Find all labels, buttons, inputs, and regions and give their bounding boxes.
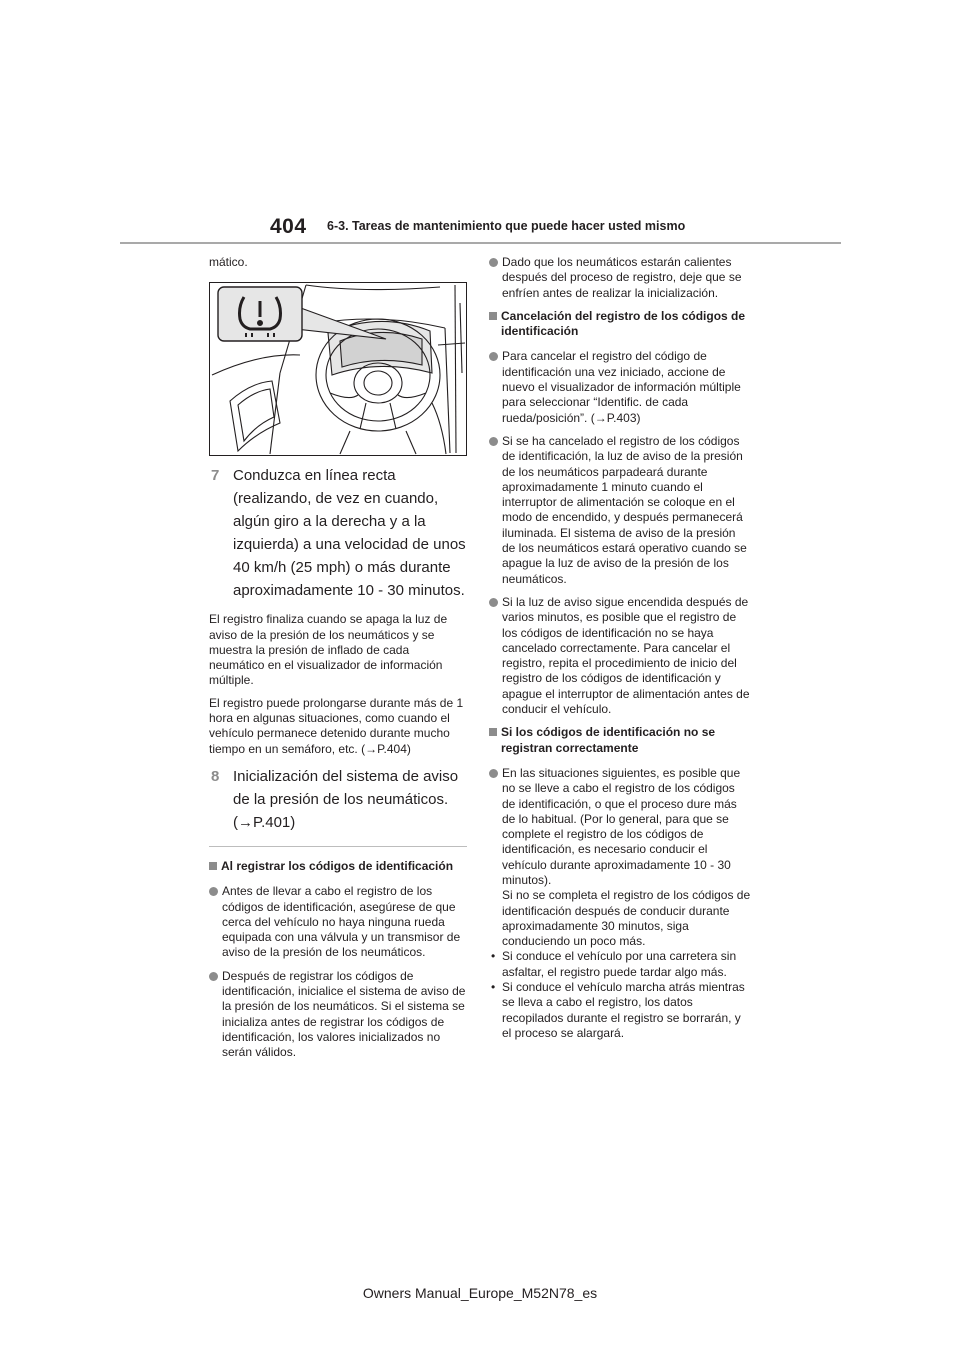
dash-marker: • <box>491 980 496 995</box>
section-title: 6-3. Tareas de mantenimiento que puede hacer usted mismo <box>327 219 686 233</box>
section-divider <box>209 846 467 847</box>
subheading-cancel-registration <box>489 309 751 340</box>
dashboard-drawing <box>210 283 466 455</box>
registration-duration-paragraph: El registro puede prolongarse durante más de 1 hora en algunas situaciones, como cuando el vehículo permanece detenido durante mucho tiempo en un semáforo, etc. (→P.404) <box>209 695 464 756</box>
bullet-text: Dado que los neumáticos estarán calientes después del proceso de registro, deje que se enfríen antes de realizar la inicialización. <box>502 255 742 300</box>
left-column <box>209 255 467 1069</box>
bullet-text: Para cancelar el registro del código de identificación una vez iniciado, accione de nuevo el visualizador de información múltiple para seleccionar “Identific. de cada rueda/posición”. (→P.403) <box>502 349 741 425</box>
dash-text: Si conduce el vehículo marcha atrás mientras se lleva a cabo el registro, los datos recopilados durante el registro se borrarán, y el proceso se alargará. <box>502 980 745 1040</box>
subheading-text: Al registrar los códigos de identificación <box>221 858 454 873</box>
dashboard-illustration <box>209 282 467 456</box>
bullet-item <box>489 349 751 425</box>
bullet-text-continued: Si no se completa el registro de los códigos de identificación después de conducir durante aproximadamente 30 minutos, siga conduciendo un poco más. <box>502 888 751 949</box>
step-8-number: 8 <box>211 767 220 785</box>
bullet-text: Después de registrar los códigos de identificación, inicialice el sistema de aviso de la presión de los neumáticos. Si el sistema se inicializa antes de registrar los códigos de identificación, los valores inicializados no serán válidos. <box>222 968 466 1060</box>
bullet-text: Si se ha cancelado el registro de los códigos de identificación, la luz de aviso de la presión de los neumáticos parpadeará durante aproximadamente 1 minuto cuando el interruptor de alimentación se coloque en el modo de encendido, y después permanecerá iluminada. El sistema de aviso de la presión de los neumáticos estará operativo cuando se apague la luz de aviso de la presión de los neumáticos. <box>502 433 747 586</box>
circle-bullet-icon <box>489 437 498 446</box>
circle-bullet-icon <box>209 887 218 896</box>
dash-text: Si conduce el vehículo por una carretera sin asfaltar, el registro puede tardar algo más. <box>502 949 737 979</box>
circle-bullet-icon <box>489 598 498 607</box>
step-8-text: Inicialización del sistema de aviso de la presión de los neumáticos. (→P.401) <box>233 767 459 831</box>
step-7 <box>209 464 467 602</box>
footer-manual-id: Owners Manual_Europe_M52N78_es <box>362 1285 598 1301</box>
circle-bullet-icon <box>489 769 498 778</box>
step-8 <box>209 765 467 834</box>
step-7-number: 7 <box>211 467 220 485</box>
subheading-text: Si los códigos de identificación no se registran correctamente <box>501 725 716 755</box>
intro-text: mático. <box>209 255 248 269</box>
dash-item <box>489 949 751 980</box>
step-7-text: Conduzca en línea recta (realizando, de vez en cuando, algún giro a la derecha y a la izquierda) a una velocidad de unos 40 km/h (25 mph) o más durante aproximadamente 10 - 30 minutos. <box>233 467 466 600</box>
subheading-text: Cancelación del registro de los códigos de identificación <box>501 308 746 339</box>
square-bullet-icon <box>489 728 497 736</box>
dash-marker: • <box>491 949 496 964</box>
square-bullet-icon <box>209 862 217 870</box>
square-bullet-icon <box>489 312 497 320</box>
bullet-text: Antes de llevar a cabo el registro de los códigos de identificación, asegúrese de que cerca del vehículo no haya ninguna rueda equipada con una válvula y un transmisor de aviso de la presión de los neumáticos. <box>222 884 461 960</box>
bullet-item <box>209 884 467 960</box>
circle-bullet-icon <box>489 352 498 361</box>
bullet-text: Si la luz de aviso sigue encendida después de varios minutos, es posible que el registro de los códigos de identificación no se haya cancelado correctamente. Para cancelar el registro, repita el procedimiento de inicio del registro de los códigos de identificación y apague el interruptor de alimentación antes de conducir el vehículo. <box>502 594 750 717</box>
subheading-registering-codes <box>209 859 467 874</box>
page-number: 404 <box>270 215 307 238</box>
bullet-item <box>489 255 751 301</box>
bullet-text: En las situaciones siguientes, es posible que no se lleve a cabo el registro de los códigos de identificación, o que el proceso dure más de lo habitual. (Por lo general, para que se complete el registro de los códigos de identificación, es necesario conducir el vehículo durante aproximadamente 10 - 30 minutos). <box>502 765 741 887</box>
bullet-item <box>489 766 751 950</box>
circle-bullet-icon <box>489 258 498 267</box>
header-rule <box>120 242 841 244</box>
subheading-not-registered <box>489 725 751 756</box>
circle-bullet-icon <box>209 972 218 981</box>
bullet-item <box>489 595 751 717</box>
registration-end-paragraph: El registro finaliza cuando se apaga la luz de aviso de la presión de los neumáticos y se muestra la presión de inflado de cada neumático en el visualizador de información múltiple. <box>209 612 448 688</box>
bullet-item <box>209 969 467 1061</box>
right-column <box>489 255 751 1041</box>
dash-item <box>489 980 751 1041</box>
bullet-item <box>489 434 751 587</box>
